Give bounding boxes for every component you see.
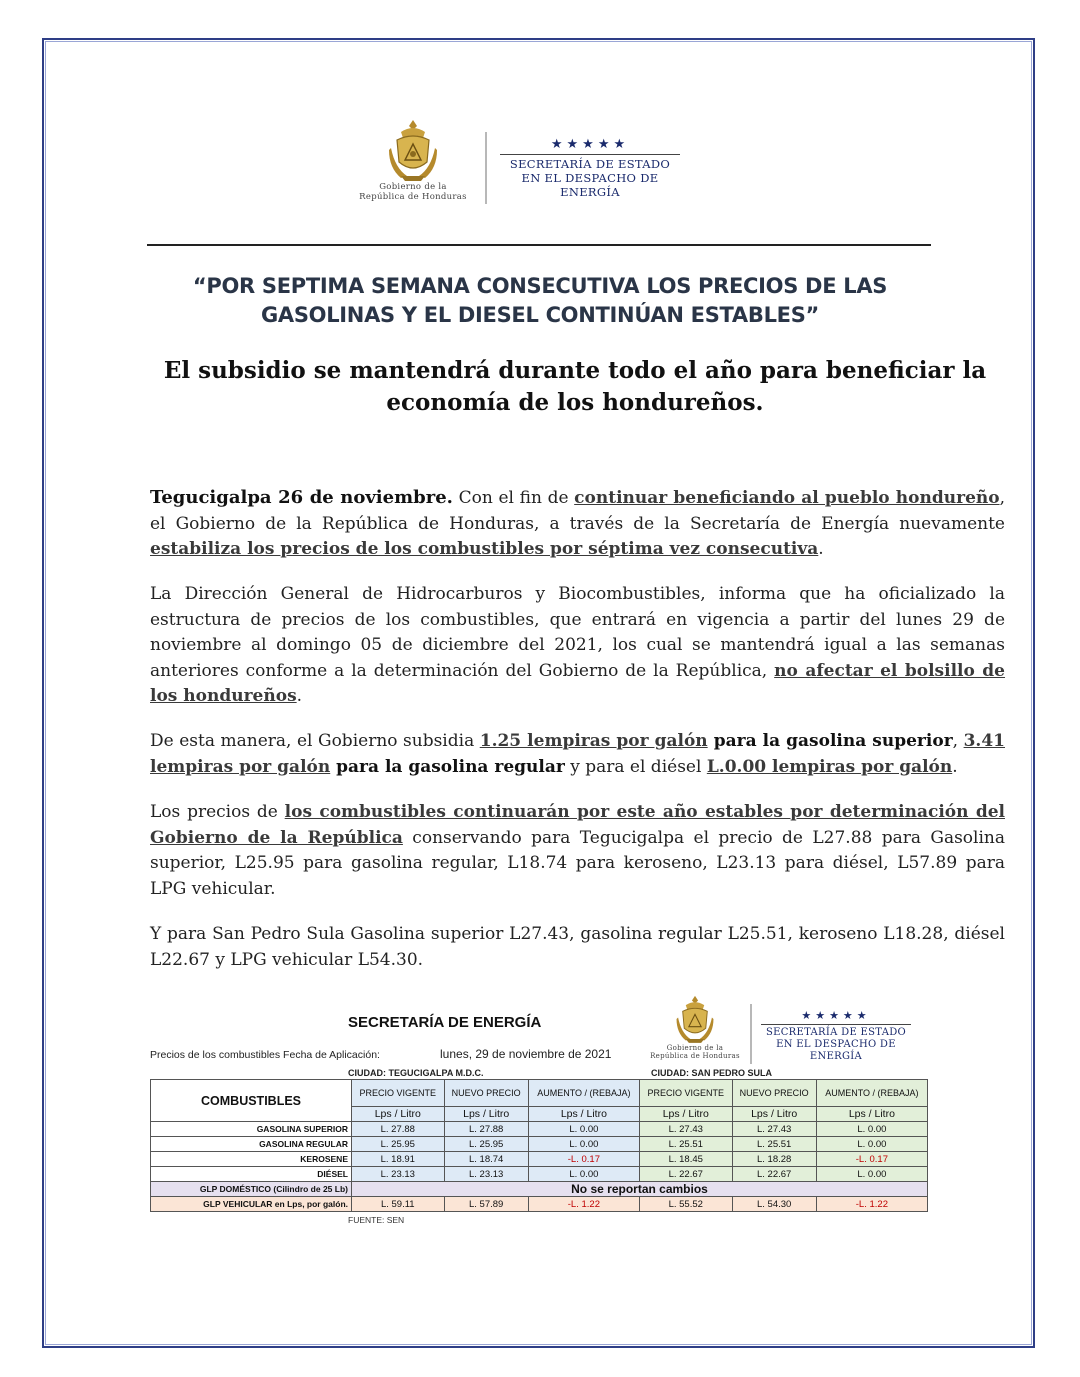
government-name-line2: República de Honduras: [359, 192, 467, 202]
table-government-line1: Gobierno de la: [666, 1044, 724, 1052]
change-cell: L. 0.00: [816, 1137, 927, 1152]
price-cell: L. 18.28: [732, 1152, 816, 1167]
table-meta-label: Precios de los combustibles Fecha de Aplicación:: [150, 1049, 380, 1061]
row-label-glp-vehicular: GLP VEHICULAR en Lps, por galón.: [151, 1197, 352, 1212]
change-cell: -L. 0.17: [528, 1152, 639, 1167]
paragraph-2: [150, 582, 1005, 710]
col-tgu-nuevo-precio: NUEVO PRECIO: [444, 1080, 528, 1107]
price-cell: L. 25.95: [444, 1137, 528, 1152]
logo-rule: [500, 154, 680, 155]
coat-of-arms-icon: [675, 994, 715, 1044]
price-cell: L. 23.13: [352, 1167, 445, 1182]
subheadline: El subsidio se mantendrá durante todo el año para beneficiar la economía de los hondureños.: [163, 357, 987, 416]
col-sps-precio-vigente: PRECIO VIGENTE: [639, 1080, 732, 1107]
government-logo: [352, 118, 474, 202]
unit-cell: Lps / Litro: [816, 1107, 927, 1122]
unit-cell: Lps / Litro: [732, 1107, 816, 1122]
price-cell: L. 27.88: [444, 1122, 528, 1137]
no-changes-note: No se reportan cambios: [352, 1182, 928, 1197]
paragraph-3: [150, 729, 1005, 780]
price-cell: L. 22.67: [732, 1167, 816, 1182]
price-cell: L. 18.45: [639, 1152, 732, 1167]
col-sps-aumento: AUMENTO / (REBAJA): [816, 1080, 927, 1107]
unit-cell: Lps / Litro: [528, 1107, 639, 1122]
paragraph-5: Y para San Pedro Sula Gasolina superior L27.43, gasolina regular L25.51, keroseno L18.28, diésel L22.67 y LPG vehicular L54.30.: [150, 924, 1005, 970]
p3-text1: De esta manera, el Gobierno subsidia: [150, 731, 480, 751]
fuel-price-table: [150, 1079, 928, 1212]
price-cell: L. 27.43: [732, 1122, 816, 1137]
p3-highlight3: L.0.00 lempiras por galón: [706, 756, 953, 777]
change-cell: -L. 1.22: [528, 1197, 639, 1212]
paragraph-4: [150, 800, 1005, 902]
p2-highlight1: no afectar el bolsillo de los hondureños: [150, 660, 1006, 706]
city-san-pedro-sula: CIUDAD: SAN PEDRO SULA: [651, 1068, 773, 1078]
p1-text1: Con el fin de: [452, 488, 575, 508]
price-cell: L. 57.89: [444, 1197, 528, 1212]
table-government-line2: República de Honduras: [650, 1052, 740, 1060]
col-tgu-precio-vigente: PRECIO VIGENTE: [352, 1080, 445, 1107]
dateline: Tegucigalpa 26 de noviembre.: [150, 487, 453, 508]
col-combustibles: COMBUSTIBLES: [151, 1080, 352, 1122]
stars-icon: ★★★★★: [550, 137, 630, 152]
secretaria-line1: SECRETARÍA DE ESTADO: [509, 157, 671, 171]
price-cell: L. 55.52: [639, 1197, 732, 1212]
headline-line1: “POR SEPTIMA SEMANA CONSECUTIVA LOS PRECIOS DE LAS: [192, 274, 888, 298]
unit-cell: Lps / Litro: [352, 1107, 445, 1122]
table-title: SECRETARÍA DE ENERGÍA: [348, 1014, 542, 1031]
coat-of-arms-icon: [387, 118, 439, 182]
table-row-glp-vehicular: [151, 1197, 928, 1212]
price-cell: L. 54.30: [732, 1197, 816, 1212]
price-cell: L. 18.74: [444, 1152, 528, 1167]
table-government-logo: [645, 994, 745, 1060]
change-cell: -L. 0.17: [816, 1152, 927, 1167]
table-row-glp-domestico: [151, 1182, 928, 1197]
p1-highlight2: estabiliza los precios de los combustibles por séptima vez consecutiva: [150, 539, 819, 559]
price-cell: L. 25.51: [639, 1137, 732, 1152]
p3-highlight2: 3.41 lempiras por galón: [150, 731, 1005, 777]
p3-text2: ,: [952, 731, 964, 751]
city-tegucigalpa: CIUDAD: TEGUCIGALPA M.D.C.: [348, 1068, 484, 1078]
unit-cell: Lps / Litro: [444, 1107, 528, 1122]
p3-bold1: para la gasolina superior: [707, 731, 953, 751]
price-cell: L. 27.43: [639, 1122, 732, 1137]
headline: [150, 272, 930, 330]
secretaria-line2: EN EL DESPACHO DE ENERGÍA: [521, 171, 659, 199]
col-sps-nuevo-precio: NUEVO PRECIO: [732, 1080, 816, 1107]
change-cell: L. 0.00: [528, 1122, 639, 1137]
row-label-diesel: DIÉSEL: [151, 1167, 352, 1182]
unit-cell: Lps / Litro: [639, 1107, 732, 1122]
table-header-row: [151, 1080, 928, 1107]
price-cell: L. 59.11: [352, 1197, 445, 1212]
table-secretaria-line2: EN EL DESPACHO DE ENERGÍA: [776, 1039, 896, 1062]
p2-text1: La Dirección General de Hidrocarburos y Biocombustibles, informa que ha oficializado la estructura de precios de los combustibles, que entrará en vigencia a partir del lunes 29 de noviembre al domingo 05 de diciembre del 2021, los cual se mantendrá igual a las semanas anteriores conforme a la determinación del Gobierno de la República,: [150, 584, 1005, 681]
p1-text2: , el Gobierno de la República de Honduras, a través de la Secretaría de Energía nuevamente: [150, 488, 1005, 534]
row-label-kerosene: KEROSENE: [151, 1152, 352, 1167]
p3-highlight1: 1.25 lempiras por galón: [479, 731, 708, 751]
row-label-gasolina-regular: GASOLINA REGULAR: [151, 1137, 352, 1152]
headline-line2: GASOLINAS Y EL DIESEL CONTINÚAN ESTABLES”: [260, 303, 820, 327]
price-cell: L. 25.51: [732, 1137, 816, 1152]
table-row: [151, 1167, 928, 1182]
table-meta-date: lunes, 29 de noviembre de 2021: [440, 1047, 612, 1061]
logo-divider: [485, 132, 487, 204]
table-logo-divider: [750, 1004, 752, 1064]
price-cell: L. 23.13: [444, 1167, 528, 1182]
p2-text2: .: [296, 686, 303, 706]
header-rule: [147, 244, 931, 246]
table-row: [151, 1152, 928, 1167]
change-cell: L. 0.00: [816, 1167, 927, 1182]
p4-highlight1: los combustibles continuarán por este año estables por determinación del Gobierno de la República: [150, 802, 1005, 848]
stars-icon: ★★★★★: [801, 1009, 871, 1022]
col-tgu-aumento: AUMENTO / (REBAJA): [528, 1080, 639, 1107]
p3-text3: y para el diésel: [564, 756, 707, 777]
table-row: [151, 1137, 928, 1152]
paragraph-1: [150, 485, 1005, 563]
table-secretaria-line1: SECRETARÍA DE ESTADO: [765, 1027, 907, 1038]
change-cell: L. 0.00: [528, 1137, 639, 1152]
table-logo-rule: [761, 1024, 911, 1025]
p3-bold2: para la gasolina regular: [330, 756, 565, 777]
price-cell: L. 25.95: [352, 1137, 445, 1152]
change-cell: L. 0.00: [528, 1167, 639, 1182]
change-cell: -L. 1.22: [816, 1197, 927, 1212]
table-secretaria-logo: [756, 1010, 916, 1063]
price-cell: L. 22.67: [639, 1167, 732, 1182]
price-cell: L. 27.88: [352, 1122, 445, 1137]
p1-text3: .: [818, 539, 824, 559]
price-cell: L. 18.91: [352, 1152, 445, 1167]
p4-text1: Los precios de: [150, 802, 285, 822]
p1-highlight1: continuar beneficiando al pueblo hondureño: [574, 488, 1000, 508]
government-name-line1: Gobierno de la: [379, 182, 447, 192]
secretaria-logo: [492, 138, 688, 199]
p3-text4: .: [952, 756, 958, 777]
change-cell: L. 0.00: [816, 1122, 927, 1137]
p4-text2: conservando para Tegucigalpa el precio de L27.88 para Gasolina superior, L25.95 para gasolina regular, L18.74 para keroseno, L23.13 para diésel, L57.89 para LPG vehicular.: [150, 827, 1006, 899]
row-label-glp-domestico: GLP DOMÉSTICO (Cilindro de 25 Lb): [151, 1182, 352, 1197]
table-row: [151, 1122, 928, 1137]
table-source: FUENTE: SEN: [348, 1215, 405, 1225]
row-label-gasolina-superior: GASOLINA SUPERIOR: [151, 1122, 352, 1137]
